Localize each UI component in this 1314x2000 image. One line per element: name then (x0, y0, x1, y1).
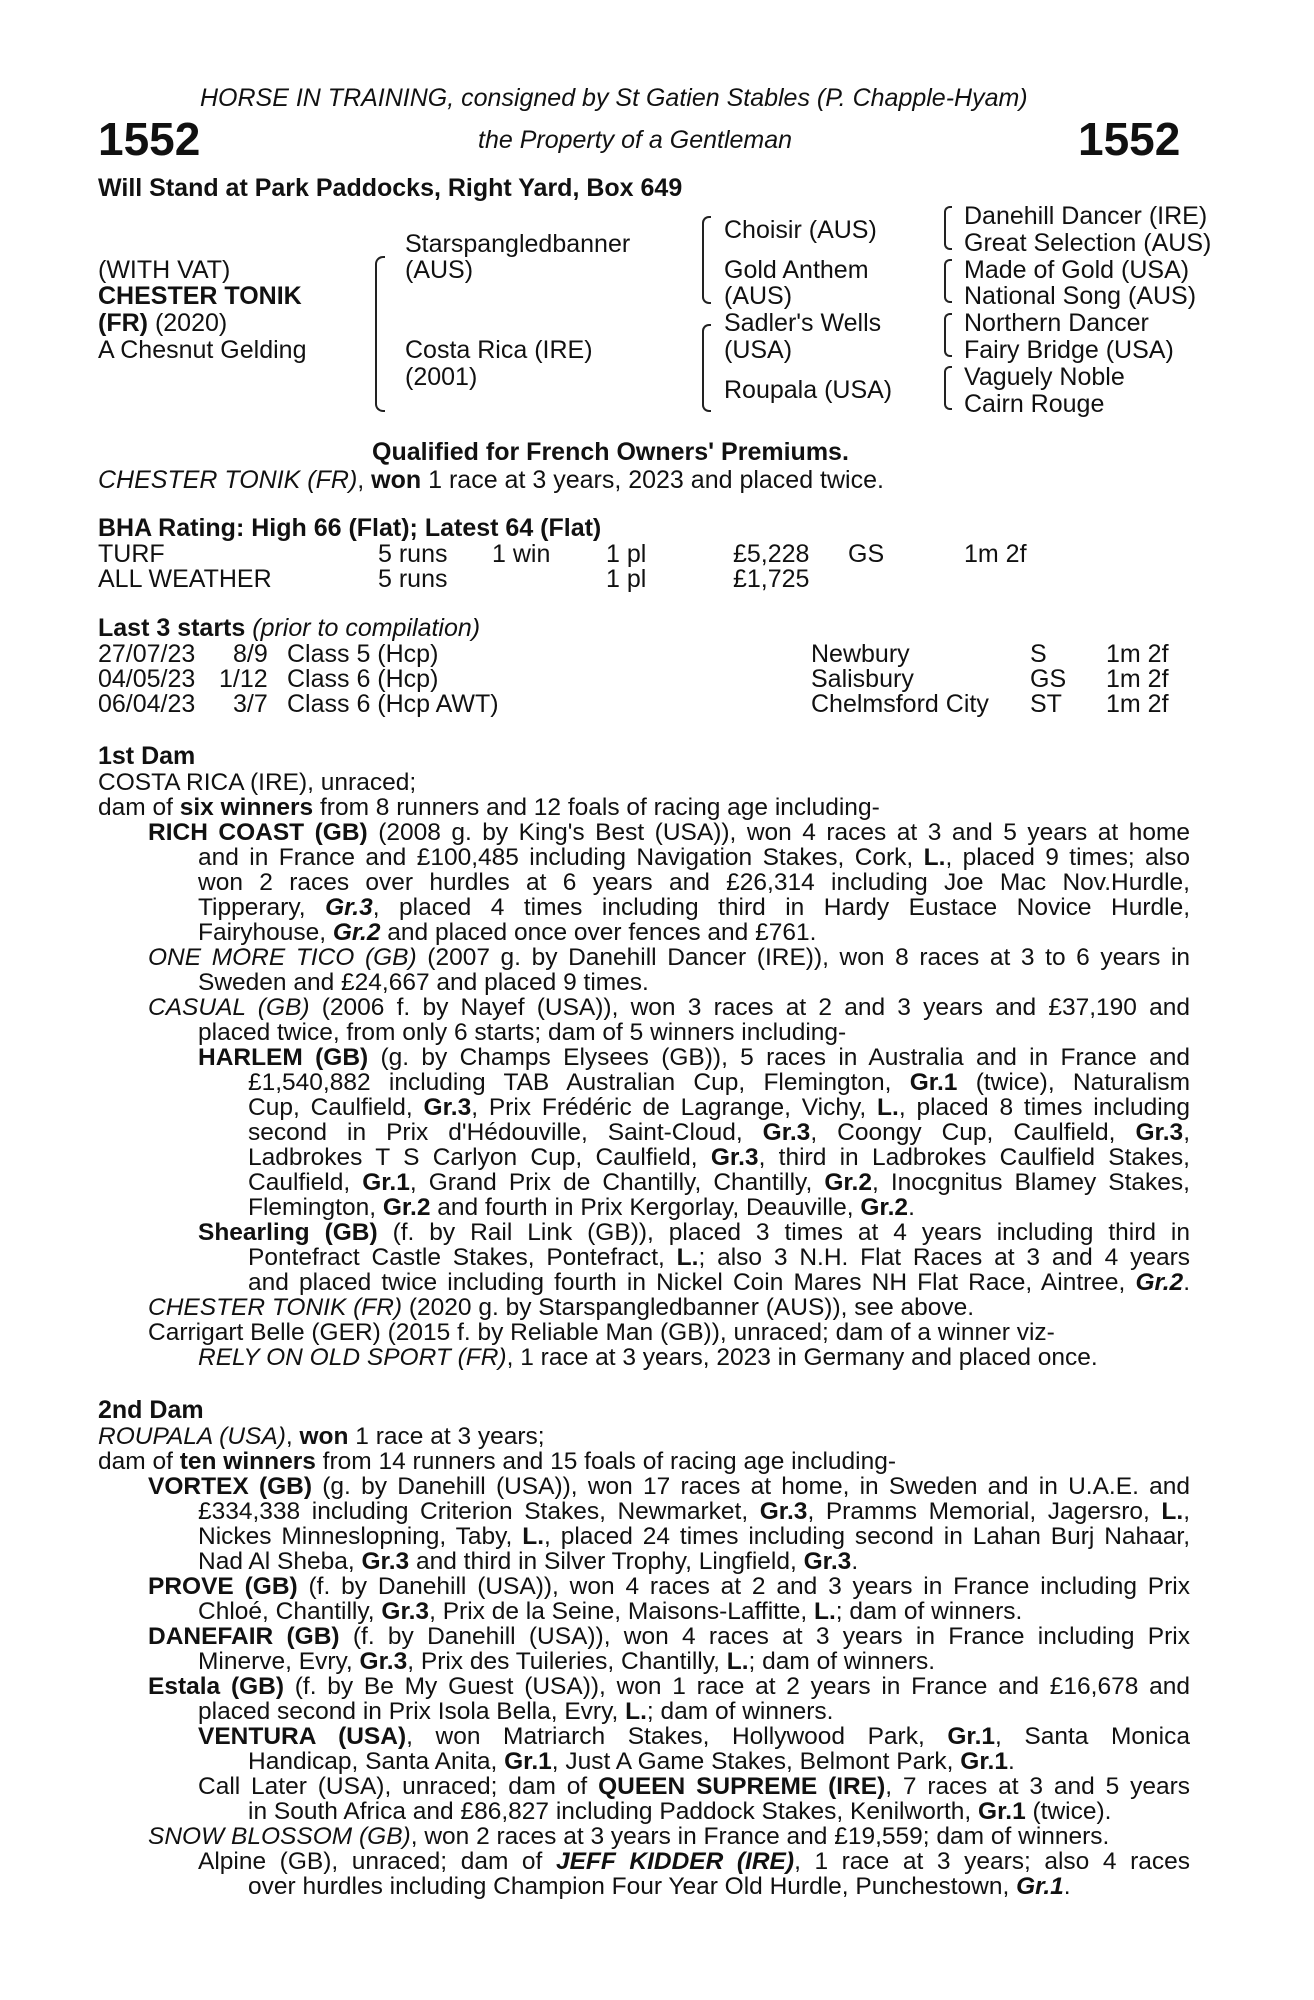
pedigree-brace-g3 (944, 313, 952, 357)
grandsire-line-3: Made of Gold (USA) (964, 256, 1190, 284)
text-line: dam of ten winners from 14 runners and 15 foals of racing age including- (98, 1448, 897, 1475)
text-line: Cup, Caulfield, Gr.3, Prix Frédéric de Lagrange, Vichy, L., placed 8 times including (248, 1095, 1190, 1120)
text-line: Caulfield, Gr.1, Grand Prix de Chantilly, Chantilly, Gr.2, Inocgnitus Blamey Stakes, (248, 1170, 1190, 1195)
lot-number-left: 1552 (98, 113, 201, 165)
start-date-cell: 27/07/23 (98, 640, 196, 668)
vat-label: (WITH VAT) (98, 256, 231, 284)
grandsire-line-8: Cairn Rouge (964, 390, 1105, 418)
rating-prize-cell: £5,228 (733, 540, 810, 568)
text-line: Carrigart Belle (GER) (2015 f. by Reliable Man (GB)), unraced; dam of a winner viz- (148, 1319, 1055, 1346)
pedigree-brace-sire (702, 216, 711, 304)
text-line: SNOW BLOSSOM (GB), won 2 races at 3 years in France and £19,559; dam of winners. (148, 1823, 1110, 1850)
pedigree-brace-g1 (944, 206, 952, 250)
text-line: VORTEX (GB) (g. by Danehill (USA)), won 17 races at home, in Sweden and in U.A.E. and (148, 1474, 1190, 1499)
start-dist-cell: 1m 2f (1106, 640, 1169, 668)
sire-dam-name: Gold Anthem (724, 256, 869, 284)
text-line: RICH COAST (GB) (2008 g. by King's Best (USA)), won 4 races at 3 and 5 years at home (148, 820, 1190, 845)
pedigree-brace-main (375, 256, 385, 412)
start-dist-cell: 1m 2f (1106, 690, 1169, 718)
text-line: Flemington, Gr.2 and fourth in Prix Kergorlay, Deauville, Gr.2. (248, 1194, 915, 1221)
start-date-cell: 06/04/23 (98, 690, 196, 718)
horse-origin: (FR) (98, 309, 148, 337)
horse-description: A Chesnut Gelding (98, 336, 307, 364)
text-line: Chloé, Chantilly, Gr.3, Prix de la Seine, Maisons-Laffitte, L.; dam of winners. (198, 1598, 1023, 1625)
summary-horse-name: CHESTER TONIK (FR) (98, 466, 358, 494)
text-line: Alpine (GB), unraced; dam of JEFF KIDDER (IRE), 1 race at 3 years; also 4 races (198, 1849, 1190, 1874)
pedigree-brace-dam (702, 324, 711, 412)
sire-name: Starspangledbanner (405, 230, 631, 258)
dam-year: (2001) (405, 363, 478, 391)
horse-year: (2020) (154, 309, 228, 337)
rating-dist-cell: 1m 2f (964, 540, 1027, 568)
start-pos-cell: 3/7 (233, 690, 268, 718)
start-pos-cell: 8/9 (233, 640, 268, 668)
stand-location: Will Stand at Park Paddocks, Right Yard, Box 649 (98, 174, 683, 202)
text-line: won 2 races over hurdles at 6 years and £26,314 including Joe Mac Nov.Hurdle, (198, 870, 1190, 895)
rating-pl-cell: 1 pl (606, 540, 647, 568)
text-line: Tipperary, Gr.3, placed 4 times including third in Hardy Eustace Novice Hurdle, (198, 895, 1190, 920)
text-line: and placed twice including fourth in Nickel Coin Mares NH Flat Race, Aintree, Gr.2. (248, 1270, 1190, 1295)
pedigree-brace-g4 (944, 366, 952, 410)
start-dist-cell: 1m 2f (1106, 665, 1169, 693)
rating-going-cell: GS (848, 540, 885, 568)
rating-prize-cell: £1,725 (733, 565, 810, 593)
start-race-cell: Class 6 (Hcp AWT) (287, 690, 499, 718)
text-line: Nad Al Sheba, Gr.3 and third in Silver Trophy, Lingfield, Gr.3. (198, 1548, 859, 1575)
text-line: Call Later (USA), unraced; dam of QUEEN SUPREME (IRE), 7 races at 3 and 5 years (198, 1774, 1190, 1799)
start-going-cell: ST (1030, 690, 1062, 718)
text-line: in South Africa and £86,827 including Paddock Stakes, Kenilworth, Gr.1 (twice). (248, 1798, 1112, 1825)
race-summary: CHESTER TONIK (FR), won 1 race at 3 years, 2023 and placed twice. (98, 466, 884, 494)
rating-pl-cell: 1 pl (606, 565, 647, 593)
horse-origin-year (98, 311, 227, 336)
summary-won: won (371, 466, 422, 494)
lot-number-right: 1552 (1078, 113, 1181, 165)
text-line: Fairyhouse, Gr.2 and placed once over fences and £761. (198, 919, 817, 946)
text-line: RELY ON OLD SPORT (FR), 1 race at 3 years, 2023 in Germany and placed once. (198, 1344, 1098, 1371)
sire-dam-country: (AUS) (724, 282, 793, 310)
rating-surface-cell: TURF (98, 540, 165, 568)
start-race-cell: Class 5 (Hcp) (287, 640, 439, 668)
text-line: COSTA RICA (IRE), unraced; (98, 769, 417, 796)
text-line: VENTURA (USA), won Matriarch Stakes, Hollywood Park, Gr.1, Santa Monica (198, 1724, 1190, 1749)
last-starts-title: Last 3 starts (98, 614, 246, 642)
grandsire-line-4: National Song (AUS) (964, 282, 1197, 310)
grandsire-line-5: Northern Dancer (964, 309, 1149, 337)
first-dam-heading: 1st Dam (98, 742, 196, 770)
text-line: CHESTER TONIK (FR) (2020 g. by Starspangledbanner (AUS)), see above. (148, 1294, 975, 1321)
text-line: second in Prix d'Hédouville, Saint-Cloud, Gr.3, Coongy Cup, Caulfield, Gr.3, (248, 1120, 1190, 1145)
horse-name: CHESTER TONIK (98, 282, 302, 310)
text-line: £334,338 including Criterion Stakes, Newmarket, Gr.3, Pramms Memorial, Jagersro, L., (198, 1499, 1190, 1524)
grandsire-line-7: Vaguely Noble (964, 363, 1125, 391)
start-pos-cell: 1/12 (219, 665, 268, 693)
start-course-cell: Salisbury (811, 665, 914, 693)
text-line: Sweden and £24,667 and placed 9 times. (198, 969, 649, 996)
property-line: the Property of a Gentleman (478, 126, 793, 154)
text-line: Handicap, Santa Anita, Gr.1, Just A Game Stakes, Belmont Park, Gr.1. (248, 1748, 1015, 1775)
text-line: over hurdles including Champion Four Year Old Hurdle, Punchestown, Gr.1. (248, 1873, 1071, 1900)
text-line: Minerve, Evry, Gr.3, Prix des Tuileries, Chantilly, L.; dam of winners. (198, 1648, 936, 1675)
rating-runs-cell: 5 runs (378, 540, 448, 568)
rating-runs-cell: 5 runs (378, 565, 448, 593)
text-line: dam of six winners from 8 runners and 12 foals of racing age including- (98, 794, 880, 821)
text-line: Nickes Minneslopning, Taby, L., placed 24 times including second in Lahan Burj Nahaar, (198, 1524, 1190, 1549)
last-starts-heading (98, 616, 480, 641)
start-race-cell: Class 6 (Hcp) (287, 665, 439, 693)
sire-country: (AUS) (405, 256, 474, 284)
text-line: DANEFAIR (GB) (f. by Danehill (USA)), won 4 races at 3 years in France including Prix (148, 1624, 1190, 1649)
last-starts-note: (prior to compilation) (252, 614, 481, 642)
rating-wins-cell: 1 win (492, 540, 551, 568)
text-line: ONE MORE TICO (GB) (2007 g. by Danehill Dancer (IRE)), won 8 races at 3 to 6 years in (148, 945, 1190, 970)
start-course-cell: Chelmsford City (811, 690, 989, 718)
sire-sire: Choisir (AUS) (724, 216, 877, 244)
summary-rest: 1 race at 3 years, 2023 and placed twice. (428, 466, 884, 494)
text-line: PROVE (GB) (f. by Danehill (USA)), won 4 races at 2 and 3 years in France including Prix (148, 1574, 1190, 1599)
text-line: placed twice, from only 6 starts; dam of 5 winners including- (198, 1019, 847, 1046)
consignor-line: HORSE IN TRAINING, consigned by St Gatien Stables (P. Chapple-Hyam) (200, 84, 1028, 112)
text-line: and in France and £100,485 including Navigation Stakes, Cork, L., placed 9 times; also (198, 845, 1190, 870)
text-line: Estala (GB) (f. by Be My Guest (USA)), won 1 race at 2 years in France and £16,678 and (148, 1674, 1190, 1699)
rating-surface-cell: ALL WEATHER (98, 565, 272, 593)
text-line: £1,540,882 including TAB Australian Cup, Flemington, Gr.1 (twice), Naturalism (248, 1070, 1190, 1095)
text-line: CASUAL (GB) (2006 f. by Nayef (USA)), won 3 races at 2 and 3 years and £37,190 and (148, 995, 1190, 1020)
text-line: HARLEM (GB) (g. by Champs Elysees (GB)), 5 races in Australia and in France and (198, 1045, 1190, 1070)
rating-heading: BHA Rating: High 66 (Flat); Latest 64 (Flat) (98, 514, 602, 542)
text-line: Pontefract Castle Stakes, Pontefract, L.; also 3 N.H. Flat Races at 3 and 4 years (248, 1245, 1190, 1270)
dam-name: Costa Rica (IRE) (405, 336, 593, 364)
premiums-note: Qualified for French Owners' Premiums. (372, 438, 849, 466)
start-course-cell: Newbury (811, 640, 910, 668)
dam-sire-name: Sadler's Wells (724, 309, 882, 337)
dam-sire-country: (USA) (724, 336, 793, 364)
grandsire-line-6: Fairy Bridge (USA) (964, 336, 1174, 364)
start-going-cell: GS (1030, 665, 1067, 693)
pedigree-brace-g2 (944, 259, 952, 303)
dam-dam: Roupala (USA) (724, 376, 893, 404)
second-dam-heading: 2nd Dam (98, 1396, 204, 1424)
grandsire-line-2: Great Selection (AUS) (964, 229, 1212, 257)
start-date-cell: 04/05/23 (98, 665, 196, 693)
text-line: ROUPALA (USA), won 1 race at 3 years; (98, 1423, 545, 1450)
grandsire-line-1: Danehill Dancer (IRE) (964, 202, 1208, 230)
text-line: Shearling (GB) (f. by Rail Link (GB)), placed 3 times at 4 years including third in (198, 1220, 1190, 1245)
text-line: Ladbrokes T S Carlyon Cup, Caulfield, Gr.3, third in Ladbrokes Caulfield Stakes, (248, 1145, 1190, 1170)
text-line: placed second in Prix Isola Bella, Evry, L.; dam of winners. (198, 1698, 834, 1725)
start-going-cell: S (1030, 640, 1047, 668)
